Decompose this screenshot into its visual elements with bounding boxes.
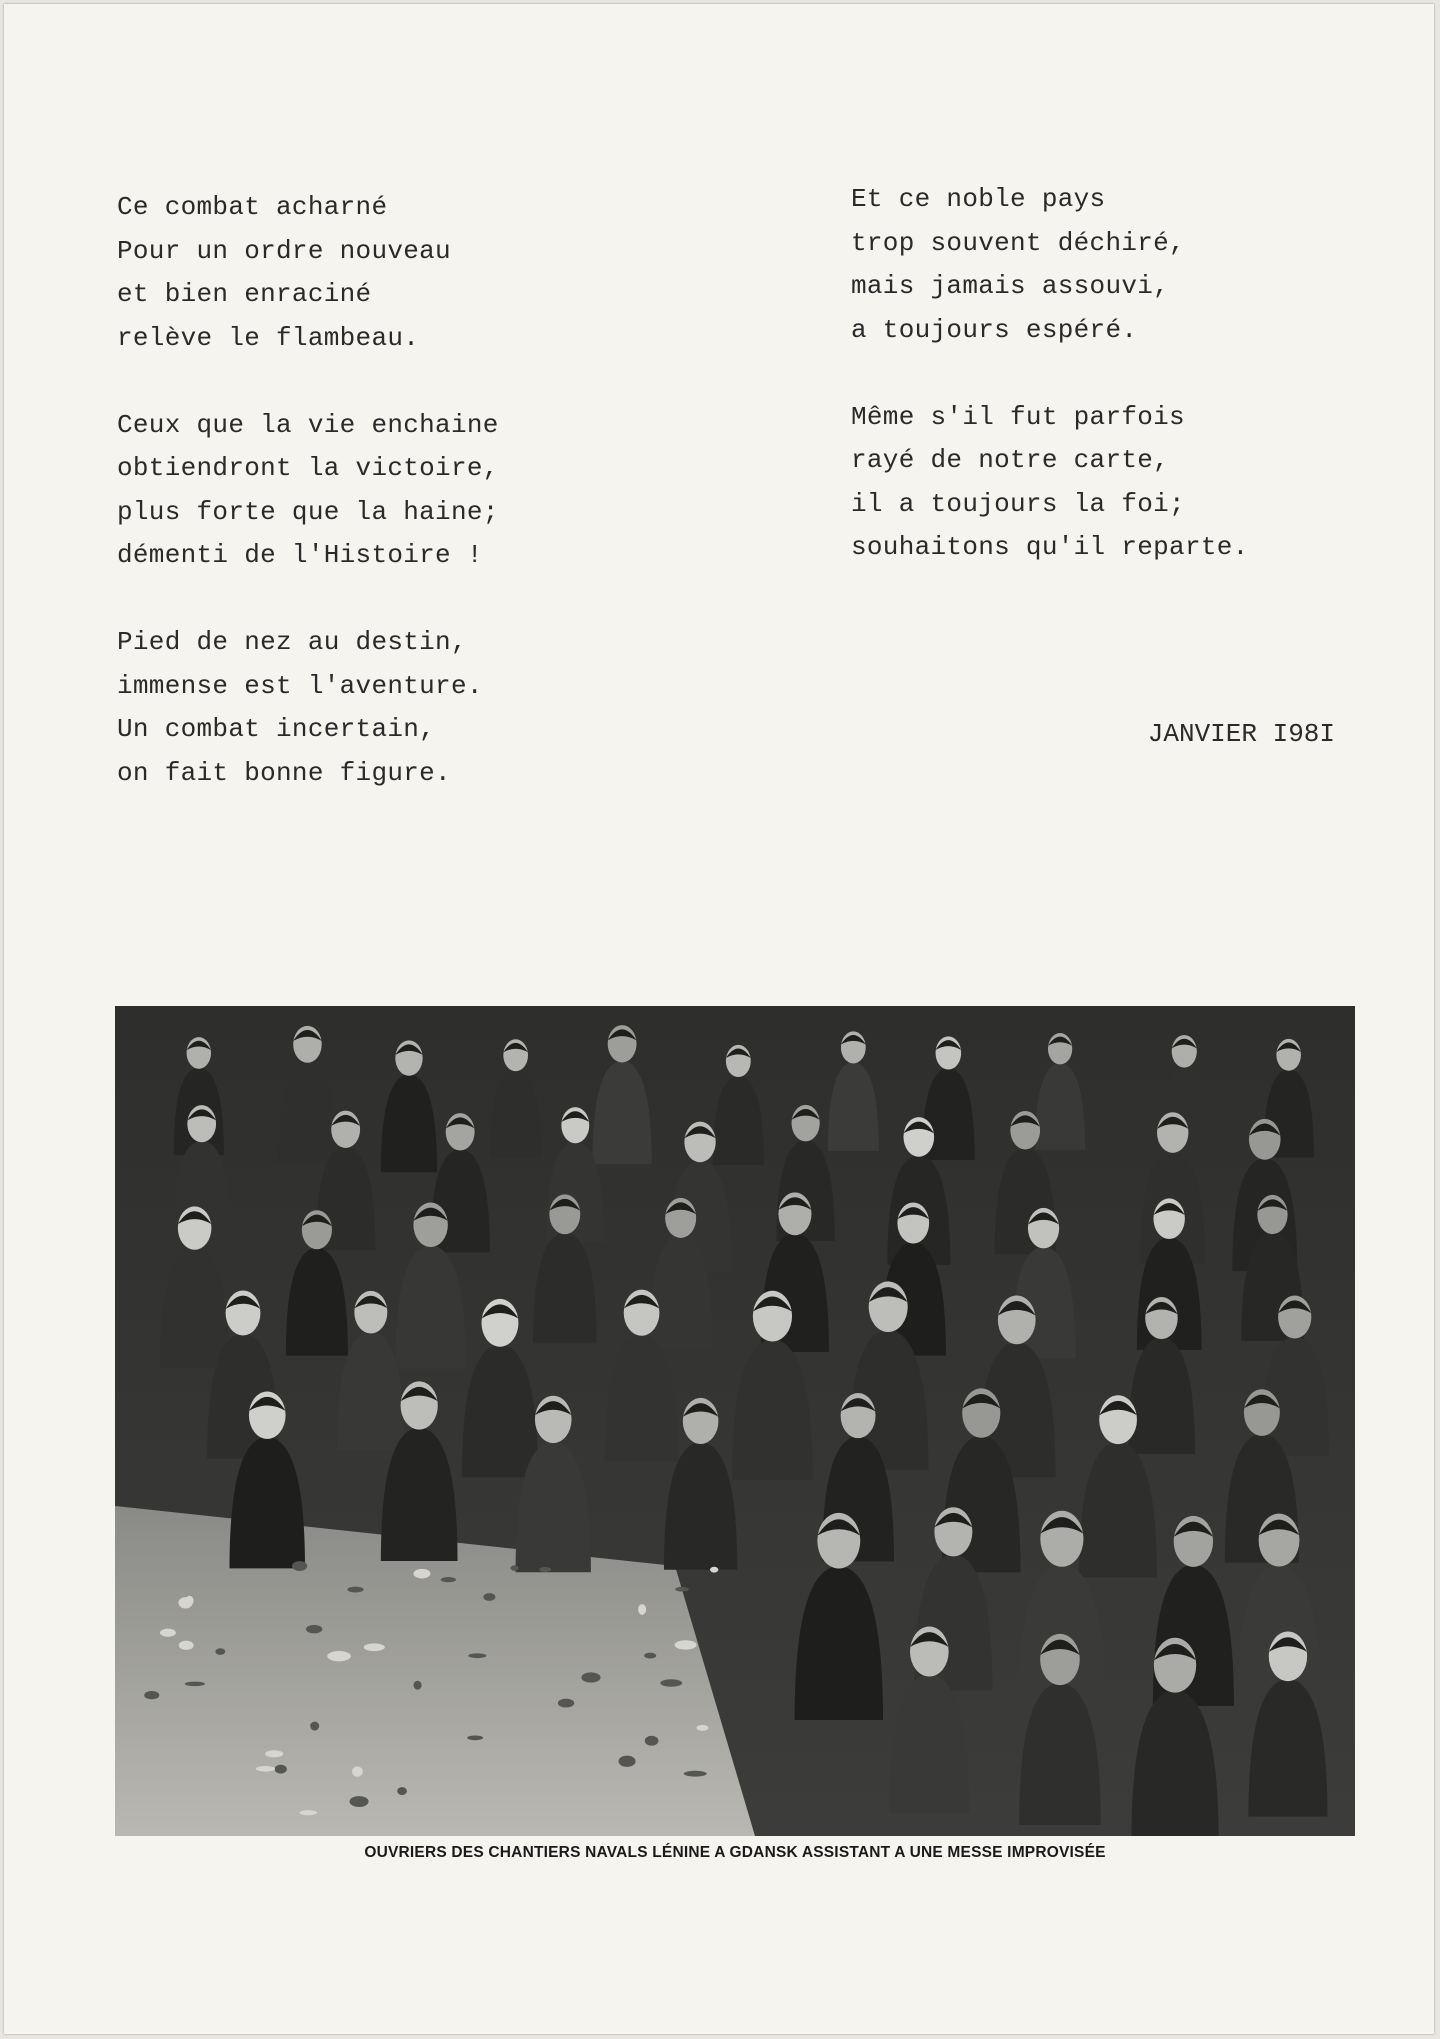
poem-line: Pour un ordre nouveau [117, 235, 451, 266]
poem-line: immense est l'aventure. [117, 670, 483, 701]
stanza [117, 404, 637, 578]
ground-debris [558, 1699, 574, 1708]
poem-line: obtiendront la victoire, [117, 453, 499, 483]
ground-debris [645, 1736, 659, 1746]
ground-debris [618, 1756, 635, 1767]
ground-debris [300, 1810, 318, 1815]
ground-debris [185, 1682, 205, 1687]
ground-debris [310, 1722, 319, 1731]
ground-debris [539, 1567, 551, 1572]
poem-line: souhaitons qu'il reparte. [851, 532, 1249, 562]
ground-debris [510, 1565, 518, 1570]
ground-debris [638, 1604, 646, 1615]
poem-line: Ce combat acharné [117, 192, 388, 222]
ground-debris [684, 1771, 707, 1777]
stanza [117, 621, 637, 795]
ground-debris [275, 1765, 287, 1774]
ground-debris [327, 1651, 351, 1662]
ground-debris [441, 1577, 456, 1582]
poem-right-column [851, 178, 1411, 613]
poem-line: a toujours espéré. [851, 314, 1138, 345]
poem-line: Ceux que la vie enchaine [117, 409, 499, 440]
ground-debris [414, 1681, 422, 1690]
ground-debris [185, 1596, 193, 1606]
ground-debris [179, 1641, 194, 1650]
crowd-photo-icon [115, 1006, 1355, 1836]
ground-debris [352, 1766, 363, 1776]
poem-line: démenti de l'Histoire ! [117, 540, 483, 570]
ground-debris [292, 1561, 307, 1571]
poem-line: rayé de notre carte, [851, 445, 1170, 475]
ground-debris [160, 1629, 176, 1637]
poem-line: plus forte que la haine; [117, 496, 499, 527]
ground-debris [256, 1766, 275, 1772]
ground-debris [710, 1567, 718, 1573]
poem-line: relève le flambeau. [117, 322, 420, 353]
stanza [851, 178, 1411, 352]
poem-line: mais jamais assouvi, [851, 271, 1170, 301]
ground-debris [265, 1750, 283, 1757]
poem-line: Un combat incertain, [117, 714, 436, 744]
ground-debris [144, 1691, 159, 1699]
ground-debris [467, 1735, 483, 1740]
ground-debris [347, 1587, 363, 1593]
ground-debris [413, 1569, 430, 1579]
poem-line: Et ce noble pays [851, 184, 1106, 214]
ground-debris [364, 1643, 385, 1651]
ground-debris [675, 1640, 697, 1649]
poem-date: JANVIER I98I [1147, 719, 1335, 749]
ground-debris [660, 1679, 682, 1687]
ground-debris [215, 1648, 225, 1655]
ground-debris [644, 1653, 656, 1659]
ground-debris [468, 1653, 486, 1658]
document-page [4, 4, 1434, 2034]
ground-debris [483, 1593, 495, 1601]
poem-line: Pied de nez au destin, [117, 627, 467, 657]
poem-line: et bien enraciné [117, 279, 372, 309]
ground-debris [675, 1587, 689, 1592]
poem-line: trop souvent déchiré, [851, 227, 1185, 258]
ground-debris [397, 1787, 407, 1795]
poem-line: Même s'il fut parfois [851, 401, 1185, 432]
ground-debris [697, 1725, 709, 1731]
ground-debris [581, 1672, 600, 1682]
photo-caption: OUVRIERS DES CHANTIERS NAVALS LÉNINE A GDANSK ASSISTANT A UNE MESSE IMPROVISÉE [364, 1844, 1106, 1861]
stanza [851, 396, 1411, 570]
ground-debris [306, 1625, 322, 1634]
ground-debris [350, 1796, 369, 1807]
poem-line: on fait bonne figure. [117, 757, 451, 788]
stanza [117, 186, 637, 360]
poem-left-column [117, 186, 637, 839]
poem-line: il a toujours la foi; [851, 488, 1185, 519]
